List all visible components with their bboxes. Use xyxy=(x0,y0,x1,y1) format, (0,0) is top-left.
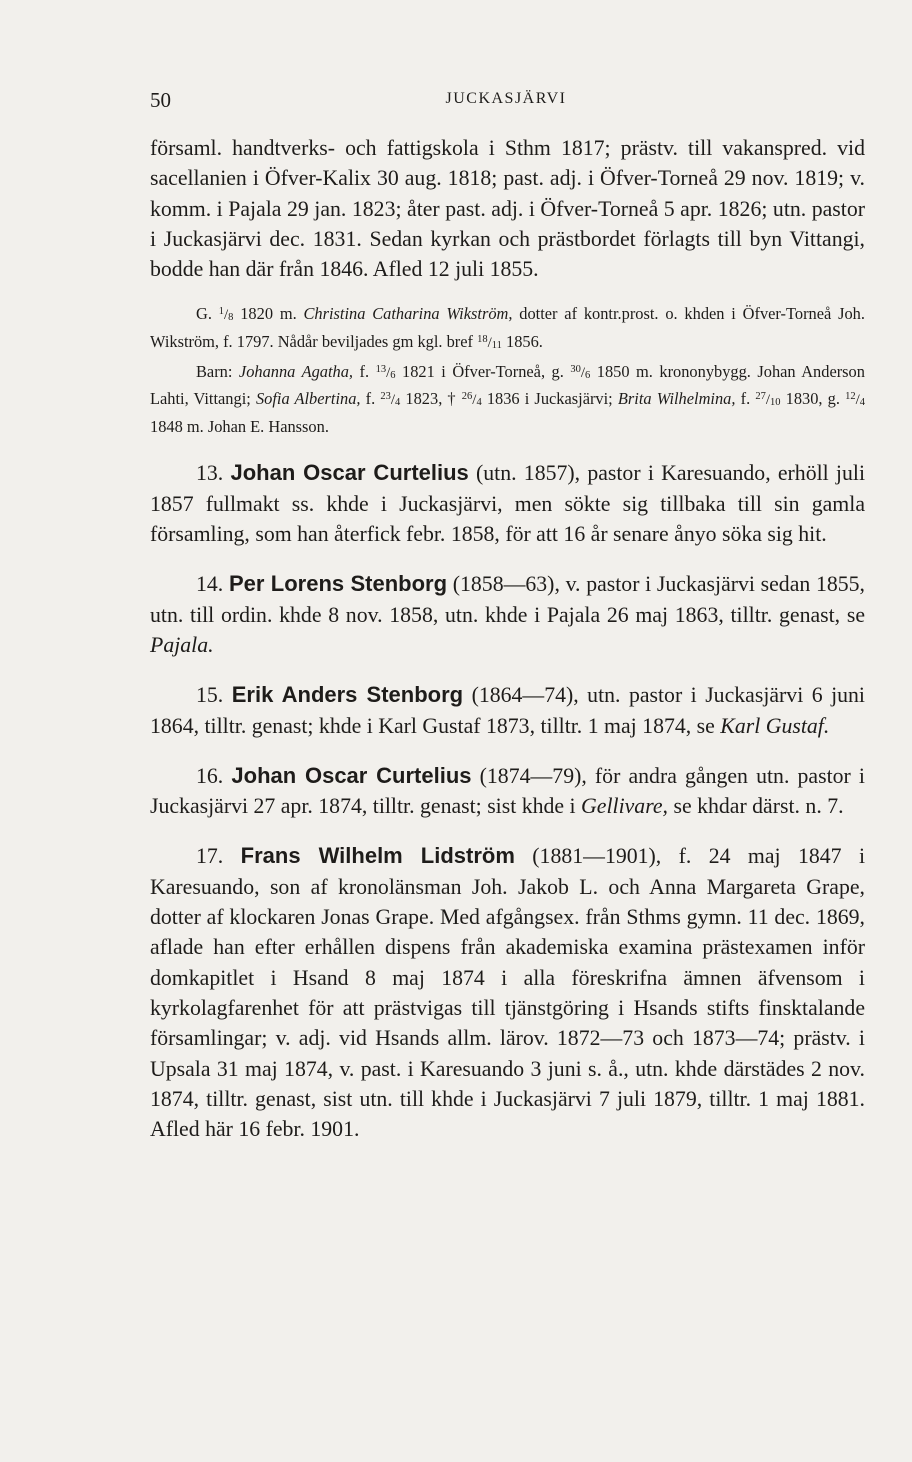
entry-name: Johan Oscar Curtelius xyxy=(230,460,469,486)
page-header xyxy=(150,88,862,114)
entry-reference: Karl Gustaf. xyxy=(720,713,830,738)
entry-number: 13. xyxy=(196,461,224,486)
entry-name: Erik Anders Stenborg xyxy=(231,682,464,708)
child2-death-rest: 1836 i Juckasjärvi; xyxy=(486,389,613,409)
entry-text: (1881—1901), f. 24 maj 1847 i Karesuando, son af kronolänsman Joh. Jakob L. och Anna Margareta Grape, dotter af klockaren Jonas Grape. Med afgångsex. från Sthms gymn. 11 dec. 1869, aflade han efter erhållen dispens från akademiska examina prästexamen inför domkapitlet i Hsand 8 maj 1874 i alla föreskrifna ämnen äfvensom i kyrkolagfarenhet för att prästvigas till tjänstgöring i Hsands stifts finsktalande församlingar; v. adj. vid Hsands allm. lärov. 1872—73 och 1873—74; prästv. i Upsala 31 maj 1874, v. past. i Karesuando 3 juni s. å., utn. khde därstädes 2 nov. 1874, tilltr. genast, sist utn. till khde i Juckasjärvi 7 juli 1879, tilltr. 1 maj 1881. Afled här 16 febr. 1901. xyxy=(150,844,866,1142)
entry-text: (1858—63), v. pastor i Juckasjärvi sedan 1855, utn. till ordin. khde 8 nov. 1858, utn. khde i Pajala 26 maj 1863, tilltr. genast, se xyxy=(150,572,866,627)
child1-born-num: 13 xyxy=(375,363,387,375)
child2-born-rest: 1823, † xyxy=(405,389,457,409)
entry-text-after: se khdar därst. n. 7. xyxy=(673,794,844,819)
family-prefix: G. xyxy=(196,304,212,324)
entry-reference: Pajala. xyxy=(150,632,214,657)
nadar-year: 1856. xyxy=(506,332,543,352)
marriage-date-num: 1 xyxy=(218,306,224,318)
wife-description: dotter af kontr.prost. o. khden i Öfver-Torneå Joh. Wikström, f. 1797. Nådår beviljades gm kgl. bref xyxy=(150,304,865,352)
marriage-year: 1820 m. xyxy=(240,304,297,324)
nadar-date-den: 11 xyxy=(491,340,502,352)
entry-14 xyxy=(150,569,865,660)
child2-born-den: 4 xyxy=(395,397,401,409)
entry-reference: Gellivare, xyxy=(581,794,669,819)
children-paragraph: Barn: Johanna Agatha, f. $^{13}$/6 1821 i Öfver-Torneå, g. $^{30}$/6 1850 m. krononybygg. Johan Anderson Lahti, Vittangi; Sofia Albertina, f. $^{23}$/4 1823, † $^{26}$/4 1836 i Juckasjärvi; Brita Wilhelmina, f. $^{27}$/10 1830, g. $^{12}$/4 1848 m. Johan E. Hansson. xyxy=(150,361,865,436)
body-text xyxy=(150,133,865,1144)
child-name: Johanna Agatha, xyxy=(238,361,354,381)
child1-born-den: 6 xyxy=(390,369,396,381)
entry-name: Per Lorens Stenborg xyxy=(228,571,448,597)
nadar-date-num: 18 xyxy=(477,334,488,346)
child-name: Sofia Albertina, xyxy=(255,389,361,409)
child1-married-den: 6 xyxy=(585,369,591,381)
intro-paragraph: församl. handtverks- och fattigskola i Sthm 1817; prästv. till vakanspred. vid sacellanien i Öfver-Kalix 30 aug. 1818; past. adj. i Öfver-Torneå 29 nov. 1819; v. komm. i Pajala 29 jan. 1823; åter past. adj. i Öfver-Torneå 5 apr. 1826; utn. pastor i Juckasjärvi dec. 1831. Sedan kyrkan och prästbordet förlagts till byn Vittangi, bodde han där från 1846. Afled 12 juli 1855. xyxy=(150,136,865,282)
born-marker: f. xyxy=(359,361,370,381)
running-title: JUCKASJÄRVI xyxy=(445,90,567,107)
entry-number: 16. xyxy=(196,763,224,788)
entry-16 xyxy=(150,761,865,822)
child3-married-rest: 1848 m. Johan E. Hansson. xyxy=(150,416,329,436)
born-marker: f. xyxy=(365,389,376,409)
child1-married-rest: 1850 m. krononybygg. Johan Anderson Lahti, Vittangi; xyxy=(150,361,865,409)
child2-born-num: 23 xyxy=(380,391,391,403)
page-number: 50 xyxy=(150,88,171,112)
entry-text: (1874—79), för andra gången utn. pastor i Juckasjärvi 27 apr. 1874, tilltr. genast; sist khde i xyxy=(150,763,865,819)
wife-name: Christina Catharina Wikström, xyxy=(303,304,513,324)
entry-text: (utn. 1857), pastor i Karesuando, erhöll juli 1857 fullmakt ss. khde i Juckasjärvi, men sökte sig tillbaka till sin gamla församling, som han återfick febr. 1858, för att 16 år senare ånyo söka sig hit. xyxy=(150,461,866,547)
entry-17 xyxy=(150,841,865,1144)
born-marker: f. xyxy=(740,389,751,409)
entry-name: Frans Wilhelm Lidström xyxy=(240,843,515,869)
entry-13 xyxy=(150,458,865,549)
child3-married-num: 12 xyxy=(845,391,856,403)
entry-name: Johan Oscar Curtelius xyxy=(231,762,472,788)
children-label: Barn: xyxy=(196,361,233,381)
child1-born-rest: 1821 i Öfver-Torneå, g. xyxy=(402,361,564,381)
child3-married-den: 4 xyxy=(859,397,865,409)
entry-15 xyxy=(150,680,865,741)
child-name: Brita Wilhelmina, xyxy=(617,389,736,409)
child3-born-num: 27 xyxy=(755,391,766,403)
child3-born-den: 10 xyxy=(769,397,781,409)
child2-death-den: 4 xyxy=(476,397,482,409)
family-paragraph: G. $^1$/8 1820 m. Christina Catharina Wikström, dotter af kontr.prost. o. khden i Öfver-Torneå Joh. Wikström, f. 1797. Nådår beviljades gm kgl. bref $^{18}$/11 1856. xyxy=(150,304,865,352)
entry-number: 15. xyxy=(196,683,224,708)
entry-text: (1864—74), utn. pastor i Juckasjärvi 6 juni 1864, tilltr. genast; khde i Karl Gustaf 1873, tilltr. 1 maj 1874, se xyxy=(150,683,865,738)
entry-number: 14. xyxy=(196,572,224,597)
child2-death-num: 26 xyxy=(461,391,473,403)
child1-married-num: 30 xyxy=(570,363,581,375)
marriage-date-den: 8 xyxy=(228,312,234,324)
entry-number: 17. xyxy=(196,844,224,869)
child3-born-rest: 1830, g. xyxy=(785,389,840,409)
